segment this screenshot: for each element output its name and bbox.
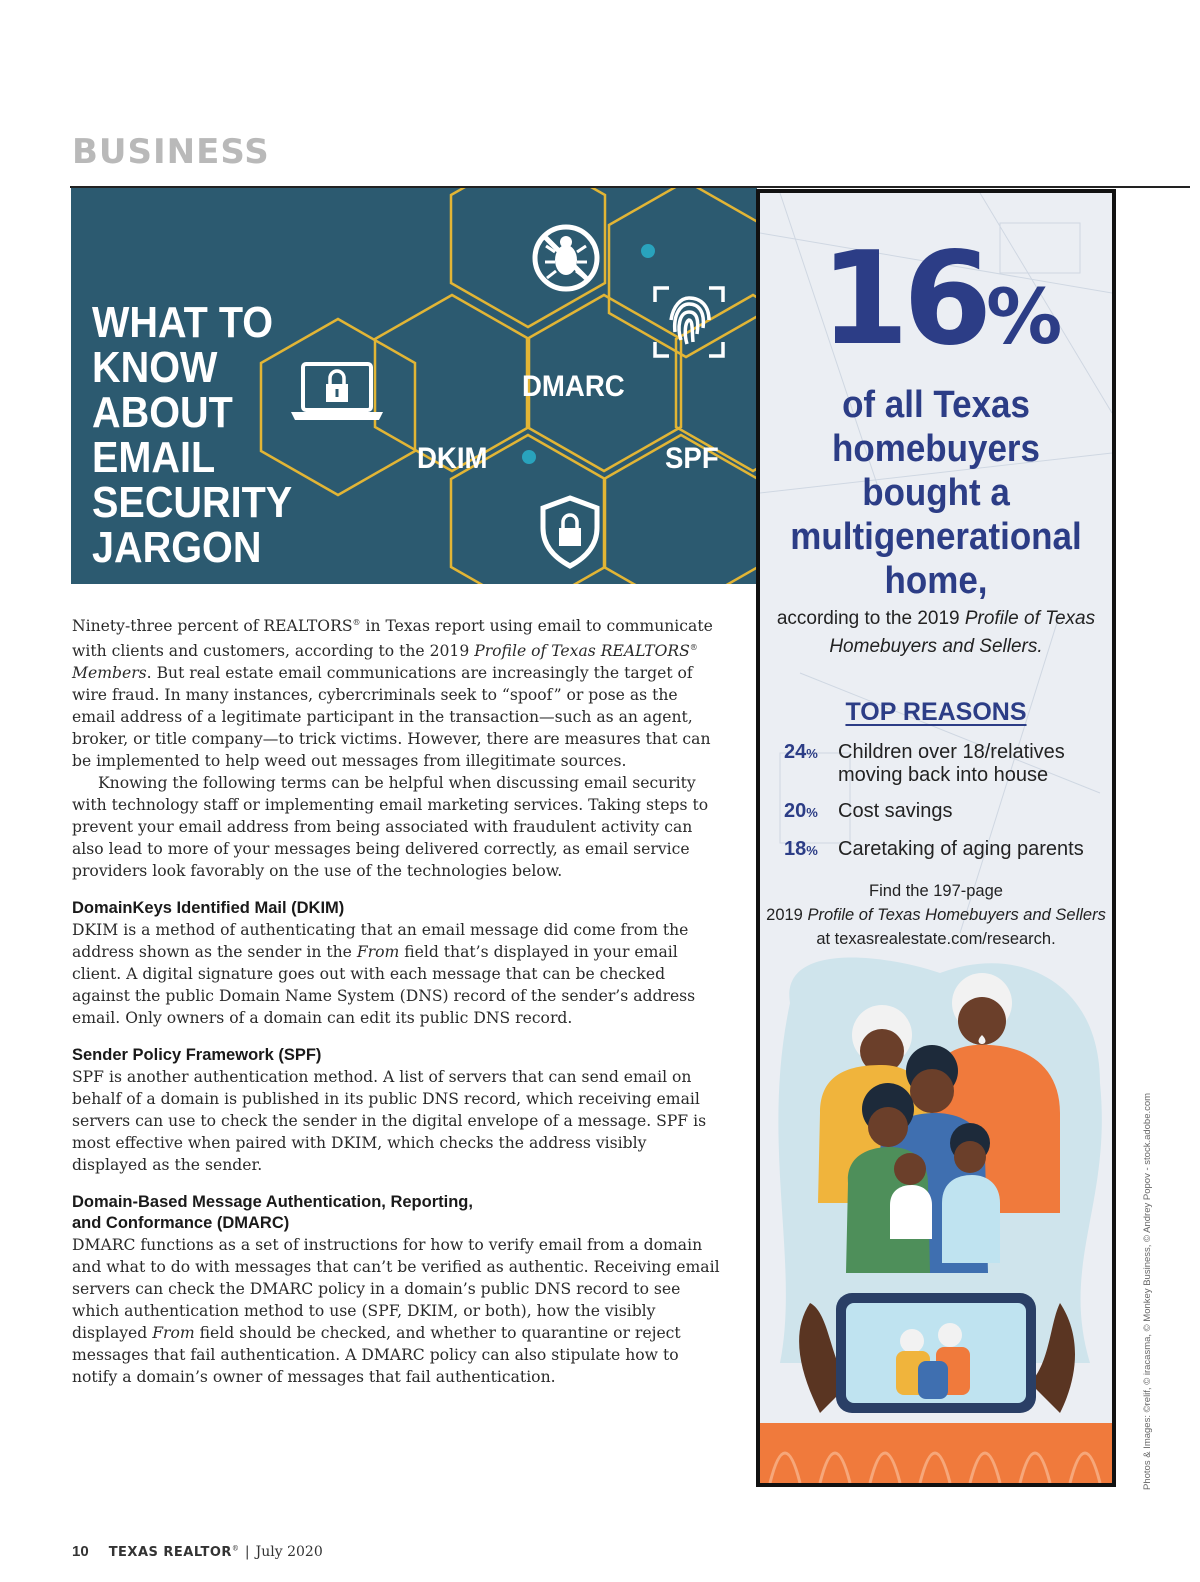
hero-banner xyxy=(71,188,757,584)
stat-symbol: % xyxy=(986,272,1063,361)
shield-lock-icon xyxy=(537,494,603,570)
hero-title-line: SECURITY xyxy=(92,478,293,527)
registered-mark: ® xyxy=(231,1544,239,1553)
footer-separator: | xyxy=(244,1544,250,1560)
dkim-heading: DomainKeys Identified Mail (DKIM) xyxy=(72,899,345,918)
spf-paragraph: SPF is another authentication method. A list of servers that can send email on behalf of a domain is published in its public DNS record, which receiving email servers can use to check the sender in the digital envelope of a message. SPF is most effective when paired with DKIM, which checks the address visibly displayed as the sender. xyxy=(72,1068,707,1175)
stat-sidebar xyxy=(756,189,1116,1487)
spf-heading: Sender Policy Framework (SPF) xyxy=(72,1046,322,1065)
headline-line: homebuyers xyxy=(832,428,1040,470)
hex-label-spf: SPF xyxy=(665,442,719,475)
photo-credit: Photos & Images: ©relif, © iracasma, © Monkey Business, © Andrey Popov - stock.adobe.com xyxy=(1142,1092,1153,1490)
publication-title: Members xyxy=(72,664,147,683)
text-run: DMARC functions as a set of instructions for how to verify email from a domain and what to do with messages that can’t be verified as authentic. Receiving email servers can check the DMARC policy in a domain’s public DNS record to see which authentication method to use (SPF, DKIM, or both), how the visibly displayed xyxy=(72,1236,720,1343)
text-run: field should be checked, and whether to quarantine or reject messages that fail authentication. A DMARC policy can also stipulate how to notify a domain’s owner of messages that fail authentication. xyxy=(72,1324,681,1387)
publication-title: Profile of Texas Homebuyers and Sellers. xyxy=(829,608,1096,657)
headline-line: bought a xyxy=(862,472,1010,514)
terms-paragraph: Knowing the following terms can be helpful when discussing email security with technology staff or implementing email marketing services. Taking steps to prevent your email address from being associated with fraudulent activity can also lead to more of your messages being delivered correctly, as email service providers look favorably on the use of the technologies below. xyxy=(72,774,709,881)
hex-label-dkim: DKIM xyxy=(417,442,488,475)
text-run: 2019 xyxy=(766,906,808,924)
hero-title-line: JARGON xyxy=(92,523,262,572)
headline-line: of all Texas xyxy=(842,384,1030,426)
from-field-term: From xyxy=(356,943,400,962)
family-illustration xyxy=(760,943,1112,1483)
reason-item xyxy=(784,741,1104,789)
from-field-term: From xyxy=(152,1324,195,1343)
intro-paragraph xyxy=(72,612,722,772)
registered-mark: ® xyxy=(352,618,361,627)
report-url[interactable]: at texasrealestate.com/research. xyxy=(816,930,1056,948)
magazine-name: TEXAS REALTOR xyxy=(108,1545,232,1560)
text-run: Ninety-three percent of REALTORS xyxy=(72,617,353,636)
section-label: BUSINESS xyxy=(72,132,270,172)
hero-title xyxy=(92,300,308,570)
page-number: 10 xyxy=(72,1543,89,1560)
issue-date: July 2020 xyxy=(255,1544,323,1560)
reason-item xyxy=(784,800,1104,824)
reason-text: Caretaking of aging parents xyxy=(838,838,1084,860)
hero-title-line: EMAIL xyxy=(92,433,216,482)
stat-headline xyxy=(774,383,1098,603)
heading-line: and Conformance (DMARC) xyxy=(72,1214,290,1233)
page-footer xyxy=(72,1543,323,1560)
reasons-title: TOP REASONS xyxy=(845,698,1027,726)
stat-percent xyxy=(820,225,1063,382)
text-run: . But real estate email communications are increasingly the target of wire fraud. In many instances, cybercriminals seek to “spoof” or pose as the email address of a legitimate participant in the transaction—such as an agent, broker, or title company—to trick victims. However, there are measures that can be implemented to help weed out messages from illegitimate sources. xyxy=(72,664,711,771)
text-run: field that’s displayed in your email client. A digital signature goes out with each message that can be checked against the public Domain Name System (DNS) record of the sender’s address email. Only owners of a domain can edit its public DNS record. xyxy=(72,943,696,1028)
reasons-heading xyxy=(760,698,1112,727)
reason-unit: % xyxy=(806,746,818,761)
reason-value: 18 xyxy=(784,838,807,860)
hero-title-line: WHAT TO xyxy=(92,298,274,347)
reason-value: 24 xyxy=(784,741,807,763)
fingerprint-icon xyxy=(651,284,727,360)
reason-unit: % xyxy=(806,843,818,858)
reason-percent xyxy=(784,800,818,824)
bug-blocked-icon xyxy=(530,222,602,294)
reason-percent xyxy=(784,838,818,862)
reason-text: Cost savings xyxy=(838,800,953,822)
article-body xyxy=(72,612,722,1388)
dkim-paragraph xyxy=(72,919,722,1029)
heading-line: Domain-Based Message Authentication, Reporting, xyxy=(72,1193,473,1212)
publication-title: Profile of Texas Homebuyers and Sellers xyxy=(807,906,1106,924)
publication-title: Profile of Texas REALTORS xyxy=(474,642,690,661)
hero-title-line: ABOUT xyxy=(92,388,233,437)
headline-line: multigenerational xyxy=(790,516,1082,558)
text-run: DKIM is a method of authenticating that an email message did come from the address shown as the sender in the xyxy=(72,921,689,962)
headline-line: home, xyxy=(884,560,988,602)
find-line xyxy=(760,903,1112,927)
stat-number: 16 xyxy=(820,225,987,374)
reason-value: 20 xyxy=(784,800,807,822)
reason-item xyxy=(784,838,1104,862)
reason-text: Children over 18/relatives moving back into house xyxy=(838,741,1065,786)
dmarc-heading xyxy=(72,1192,722,1234)
text-run: according to the 2019 xyxy=(776,608,965,629)
dmarc-paragraph xyxy=(72,1234,722,1388)
text-run: in Texas report using email to communicate with clients and customers, according to the 2019 xyxy=(72,617,713,661)
report-link-note xyxy=(760,879,1112,951)
hero-title-line: KNOW xyxy=(92,343,218,392)
reason-percent xyxy=(784,741,818,765)
reason-unit: % xyxy=(806,805,818,820)
hex-label-dmarc: DMARC xyxy=(522,370,625,403)
find-line: Find the 197-page xyxy=(869,882,1003,900)
stat-source xyxy=(760,605,1112,661)
registered-mark: ® xyxy=(689,643,698,653)
